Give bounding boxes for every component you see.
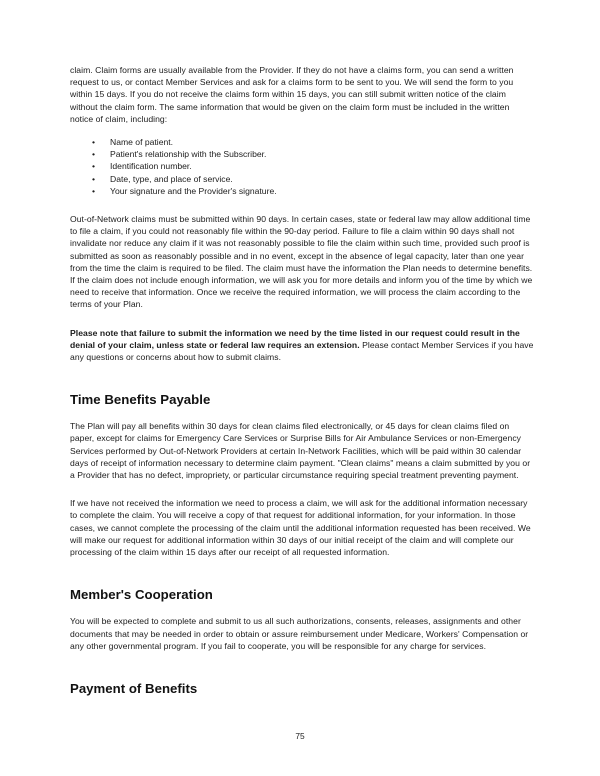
spacer xyxy=(70,569,535,578)
list-item-label: Identification number. xyxy=(110,161,192,172)
list-item-label: Patient's relationship with the Subscriber. xyxy=(110,149,267,160)
bullet-icon: • xyxy=(92,149,96,160)
spacer xyxy=(70,374,535,383)
bullet-icon: • xyxy=(92,137,96,148)
list-item xyxy=(70,148,535,160)
bullet-icon: • xyxy=(92,161,96,172)
heading-payment-of-benefits: Payment of Benefits xyxy=(70,680,198,696)
page-content xyxy=(70,64,535,709)
spacer xyxy=(70,663,535,672)
please-note-emphasis: Please note that failure to submit the information we need by the time listed in our request could result in the denial of your claim, unless state or federal law requires an extension. xyxy=(70,327,520,350)
bullet-icon: • xyxy=(92,185,96,196)
please-note-remainder: Please contact Member Services if you have any questions or concerns about how to submit claims. xyxy=(70,339,534,363)
paragraph-time-benefits-2: If we have not received the information we need to process a claim, we will ask for the additional information necessary to complete the claim. You will receive a copy of that request for additional information, for your information. In those cases, we cannot complete the processing of the claim until the additional information requested has been received. We will make our request for additional information within 30 days of our initial receipt of the claim and will complete our processing of the claim within 15 days after our receipt of all requested information. xyxy=(70,498,531,558)
paragraph-claim-forms: claim. Claim forms are usually available from the Provider. If they do not have a claims form, you can send a written request to us, or contact Member Services and ask for a claims form to be sent to you. We will send the form to you within 15 days. If you do not receive the claims form within 15 days, you can still submit written notice of the claim without the claim form. The same information that would be given on the claim form must be included in the written notice of claim, including: xyxy=(70,65,514,124)
claim-information-bullet-list xyxy=(70,136,535,197)
list-item xyxy=(70,136,535,148)
list-item xyxy=(70,160,535,172)
list-item-label: Your signature and the Provider's signature. xyxy=(110,185,277,196)
paragraph-please-note xyxy=(70,327,535,364)
paragraph-out-of-network-claims: Out-of-Network claims must be submitted within 90 days. In certain cases, state or federal law may allow additional time to file a claim, if you could not reasonably file within the 90-day period. Failure to file a claim within 90 days shall not invalidate nor reduce any claim if it was not reasonably possible to file the claim within such time, provided such proof is submitted as soon as reasonably possible and in no event, except in the absence of legal capacity, later than one year from the time the claim is required to be filed. The claim must have the information the Plan needs to determine benefits. If the claim does not include enough information, we will ask you for more details and inform you of the time by which we need to receive that information. Once we receive the required information, we will process the claim according to the terms of your Plan. xyxy=(70,214,533,310)
heading-time-benefits-payable: Time Benefits Payable xyxy=(70,392,211,408)
list-item-label: Name of patient. xyxy=(110,137,174,148)
bullet-icon: • xyxy=(92,173,96,184)
list-item xyxy=(70,173,535,185)
list-item-label: Date, type, and place of service. xyxy=(110,173,233,184)
page-number: 75 xyxy=(295,731,305,741)
paragraph-members-cooperation: You will be expected to complete and submit to us all such authorizations, consents, releases, assignments and other documents that may be needed in order to obtain or assure reimbursement under Medicare, Workers' Compensation or any other governmental program. If you fail to cooperate, you will be responsible for any charge for services. xyxy=(70,616,529,651)
paragraph-time-benefits-1: The Plan will pay all benefits within 30 days for clean claims filed electronically, or 45 days for clean claims filed on paper, except for claims for Emergency Care Services or Surprise Bills for Air Ambulance Services or non-Emergency Services performed by Out-of-Network Providers at certain In-Network Facilities, which will be paid within 30 calendar days of receipt of information necessary to determine claim payment. "Clean claims" means a claim submitted by you or a Provider that has no defect, impropriety, or particular circumstance requiring special treatment preventing payment. xyxy=(70,421,531,481)
list-item xyxy=(70,185,535,197)
heading-members-cooperation: Member's Cooperation xyxy=(70,587,213,603)
